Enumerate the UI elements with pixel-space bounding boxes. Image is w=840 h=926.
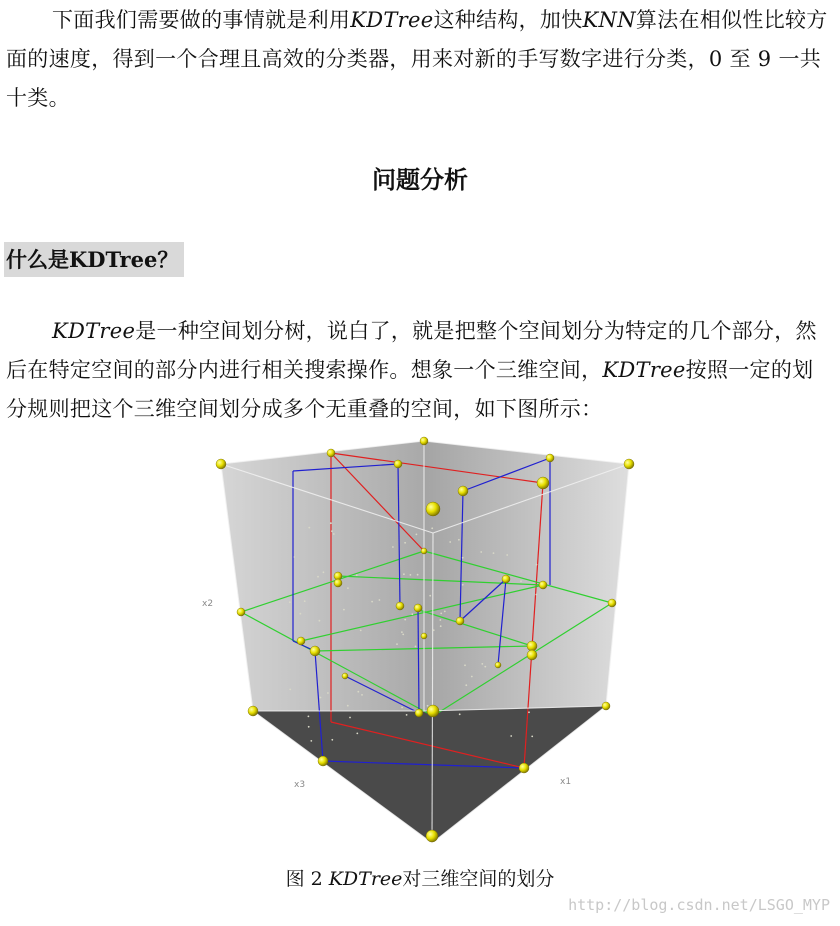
data-point bbox=[396, 643, 398, 645]
data-point bbox=[449, 541, 451, 543]
axis-label-x3: x3 bbox=[294, 780, 306, 790]
split-node bbox=[334, 579, 342, 587]
data-point bbox=[401, 707, 403, 709]
axis-label-x2: x2 bbox=[202, 599, 214, 609]
split-node bbox=[546, 454, 554, 462]
intro-knn-term: KNN bbox=[582, 8, 636, 32]
caption-kdtree-term: KDTree bbox=[328, 868, 403, 890]
data-point bbox=[506, 554, 508, 556]
split-node bbox=[527, 641, 537, 651]
split-node bbox=[527, 650, 537, 660]
data-point bbox=[371, 601, 373, 603]
data-point bbox=[404, 619, 406, 621]
data-point bbox=[536, 564, 538, 566]
split-node bbox=[394, 460, 402, 468]
split-node bbox=[297, 637, 305, 645]
kdtree-3d-figure bbox=[198, 433, 638, 853]
data-point bbox=[331, 530, 333, 532]
data-point bbox=[464, 664, 466, 666]
split-node bbox=[237, 608, 245, 616]
data-point bbox=[465, 684, 467, 686]
data-point bbox=[289, 601, 291, 603]
data-point bbox=[308, 527, 310, 529]
split-node bbox=[537, 477, 549, 489]
split-node bbox=[602, 702, 610, 710]
data-point bbox=[308, 726, 310, 728]
split-node bbox=[342, 673, 348, 679]
data-point bbox=[439, 619, 441, 621]
split-node bbox=[608, 599, 616, 607]
data-point bbox=[401, 631, 403, 633]
data-point bbox=[310, 740, 312, 742]
section-title: 问题分析 bbox=[372, 165, 468, 194]
data-point bbox=[510, 735, 512, 737]
intro-text-1: 下面我们需要做的事情就是利用 bbox=[52, 8, 351, 32]
data-point bbox=[440, 613, 442, 615]
intro-text-3: 算法在相似性比较方面的速度，得到一个合理且高效的分类器，用来对新的手写数字进行分类，0 至 9 一共十类。 bbox=[6, 8, 828, 110]
split-node bbox=[519, 763, 529, 773]
split-node bbox=[458, 486, 468, 496]
data-point bbox=[319, 620, 321, 622]
kdtree-text-1: 是一种空间划分树，说白了，就是把整个空间划分为特定的几个部分，然后在特定空间的部分内进行相关搜索操作。想象一个三维空间， bbox=[6, 319, 817, 382]
split-node bbox=[495, 662, 501, 668]
data-point bbox=[403, 573, 405, 575]
data-point bbox=[349, 717, 351, 719]
data-point bbox=[392, 546, 394, 548]
split-node bbox=[310, 646, 320, 656]
data-point bbox=[343, 609, 345, 611]
right-wall bbox=[424, 441, 629, 711]
data-point bbox=[333, 533, 335, 535]
data-point bbox=[320, 697, 322, 699]
intro-kdtree-term: KDTree bbox=[350, 8, 434, 32]
split-node bbox=[396, 602, 404, 610]
data-point bbox=[308, 716, 310, 718]
kdtree-paragraph bbox=[6, 312, 834, 429]
kdtree-text-2: 按照一定的划分规则把这个三维空间划分成多个无重叠的空间，如下图所示： bbox=[6, 358, 814, 421]
data-point bbox=[531, 736, 533, 738]
data-point bbox=[433, 629, 435, 631]
data-point bbox=[406, 714, 408, 716]
data-point bbox=[356, 574, 358, 576]
data-point bbox=[481, 663, 483, 665]
data-point bbox=[330, 522, 332, 524]
data-point bbox=[411, 613, 413, 615]
intro-paragraph bbox=[6, 1, 834, 118]
data-point bbox=[289, 689, 291, 691]
split-node bbox=[415, 709, 423, 717]
split-node bbox=[216, 459, 226, 469]
caption-suffix: 对三维空间的划分 bbox=[402, 868, 555, 890]
split-node bbox=[539, 581, 547, 589]
data-point bbox=[440, 625, 442, 627]
watermark: http://blog.csdn.net/LSGO_MYP bbox=[568, 896, 830, 914]
data-point bbox=[360, 630, 362, 632]
data-point bbox=[404, 542, 406, 544]
caption-prefix: 图 2 bbox=[285, 868, 329, 890]
data-point bbox=[484, 666, 486, 668]
data-point bbox=[520, 580, 522, 582]
data-point bbox=[431, 527, 433, 529]
data-point bbox=[347, 587, 349, 589]
figure-caption bbox=[0, 864, 840, 891]
data-point bbox=[357, 691, 359, 693]
split-node bbox=[414, 604, 422, 612]
split-node bbox=[624, 459, 634, 469]
data-point bbox=[480, 551, 482, 553]
split-node bbox=[421, 548, 427, 554]
data-point bbox=[356, 733, 358, 735]
left-wall bbox=[221, 441, 424, 711]
data-point bbox=[493, 552, 495, 554]
data-point bbox=[462, 584, 464, 586]
split-node bbox=[421, 633, 427, 639]
data-point bbox=[427, 705, 429, 707]
split-node bbox=[334, 572, 342, 580]
sub-heading: 什么是KDTree？ bbox=[4, 242, 184, 277]
data-point bbox=[410, 574, 412, 576]
data-point bbox=[462, 557, 464, 559]
split-node bbox=[318, 756, 328, 766]
data-point bbox=[444, 611, 446, 613]
data-point bbox=[459, 713, 461, 715]
split-node bbox=[327, 449, 335, 457]
data-point bbox=[347, 705, 349, 707]
data-point bbox=[317, 576, 319, 578]
data-point bbox=[415, 646, 417, 648]
data-point bbox=[293, 556, 295, 558]
data-point bbox=[327, 692, 329, 694]
data-point bbox=[528, 711, 530, 713]
kdtree-3d-diagram bbox=[198, 433, 638, 853]
floor bbox=[253, 706, 606, 843]
data-point bbox=[379, 599, 381, 601]
split-node bbox=[456, 617, 464, 625]
data-point bbox=[458, 539, 460, 541]
data-point bbox=[361, 694, 363, 696]
data-point bbox=[402, 634, 404, 636]
intro-text-2: 这种结构，加快 bbox=[433, 8, 583, 32]
data-point bbox=[300, 613, 302, 615]
data-point bbox=[331, 739, 333, 741]
split-node bbox=[502, 575, 510, 583]
axis-label-x1: x1 bbox=[560, 777, 572, 787]
split-node bbox=[427, 705, 439, 717]
data-point bbox=[416, 534, 418, 536]
kdtree-term-2: KDTree bbox=[602, 358, 686, 382]
split-node bbox=[420, 437, 428, 445]
split-node bbox=[426, 830, 438, 842]
data-point bbox=[471, 676, 473, 678]
split-node bbox=[248, 706, 258, 716]
data-point bbox=[429, 595, 431, 597]
split-node bbox=[426, 502, 440, 516]
data-point bbox=[304, 600, 306, 602]
data-point bbox=[323, 571, 325, 573]
data-point bbox=[417, 574, 419, 576]
data-point bbox=[535, 594, 537, 596]
kdtree-term: KDTree bbox=[52, 319, 136, 343]
